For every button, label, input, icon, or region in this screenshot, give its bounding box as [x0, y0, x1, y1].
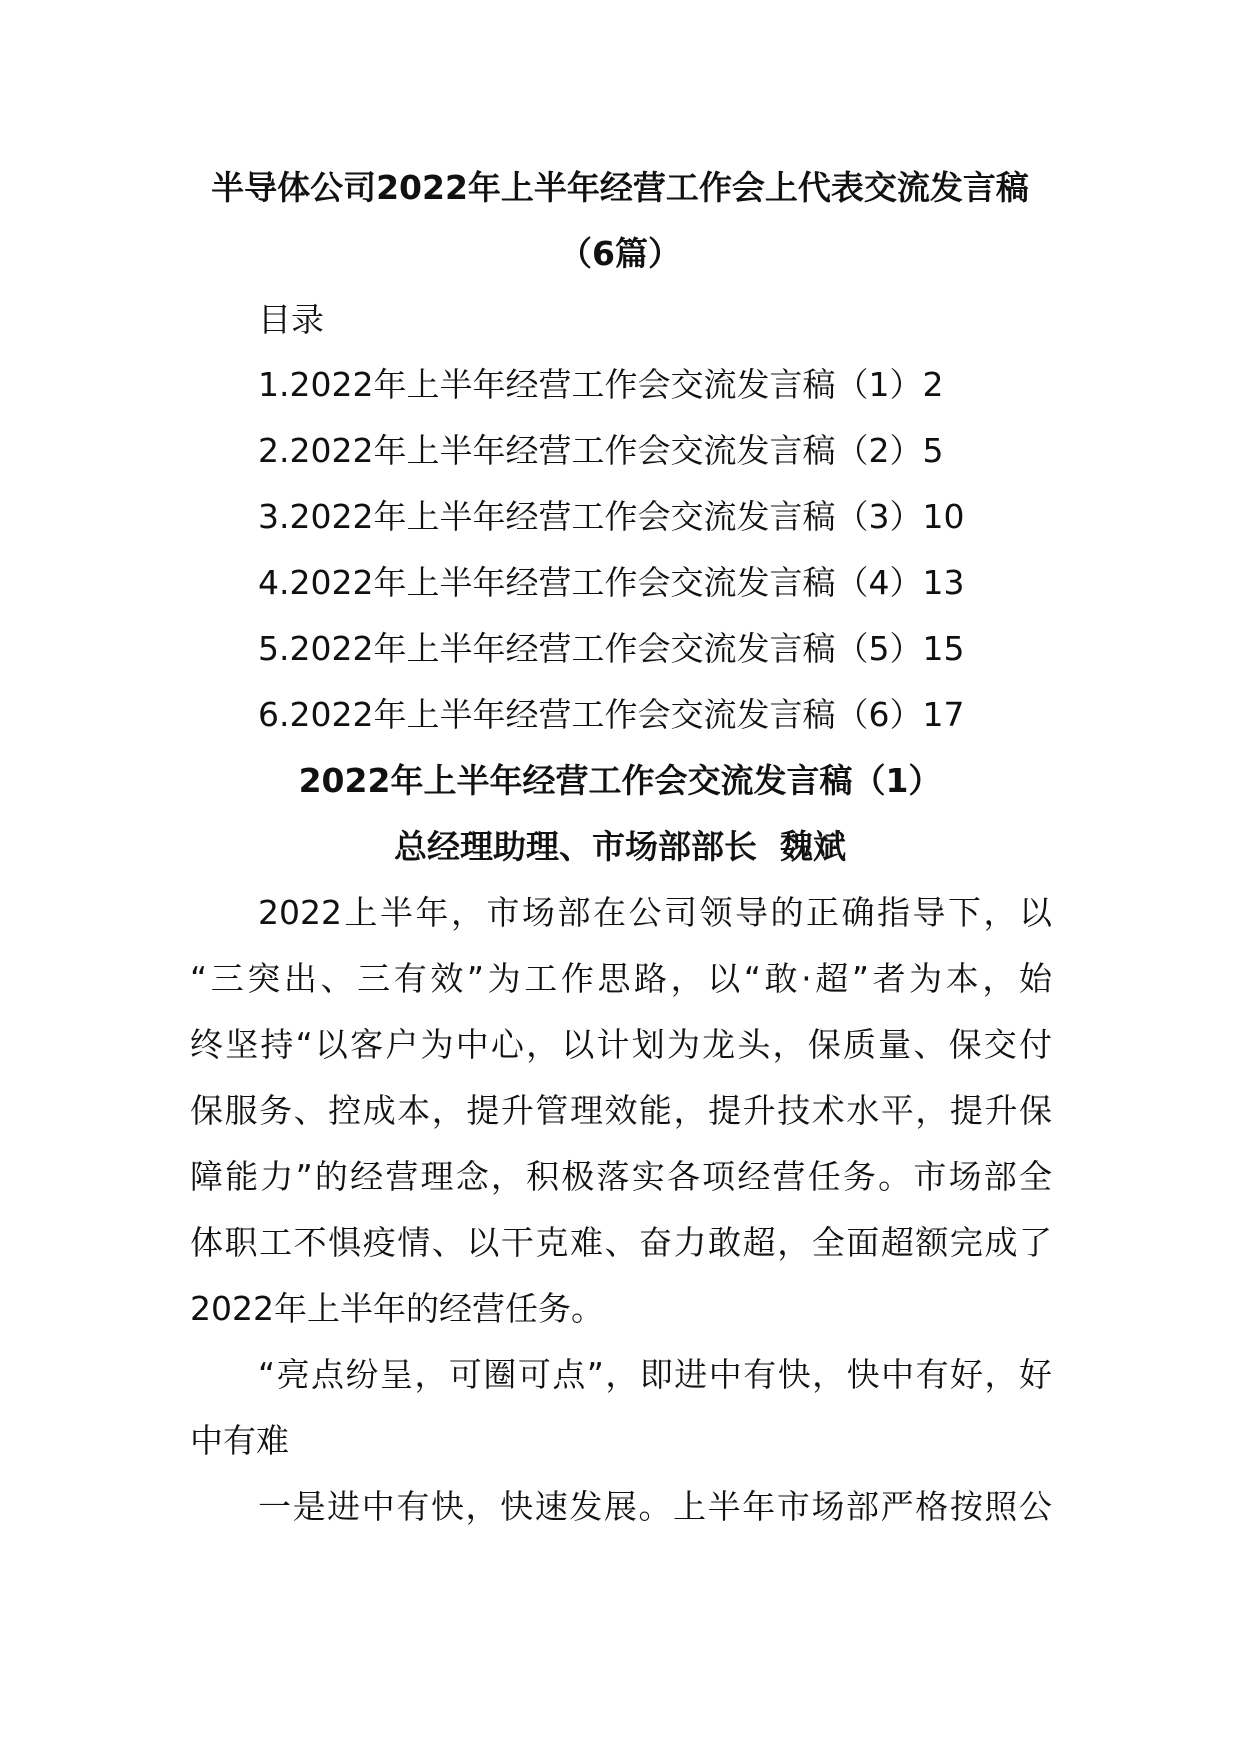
body-line: “三突出、三有效”为工作思路，以“敢·超”者为本，始 [190, 959, 1052, 998]
body-line: 一是进中有快，快速发展。上半年市场部严格按照公 [258, 1487, 1052, 1526]
body-line: 终坚持“以客户为中心，以计划为龙头，保质量、保交付 [190, 1025, 1052, 1064]
body-line: 障能力”的经营理念，积极落实各项经营任务。市场部全 [190, 1157, 1052, 1196]
section-title: 2022年上半年经营工作会交流发言稿（1） [298, 761, 942, 800]
toc-item[interactable]: 4.2022年上半年经营工作会交流发言稿（4）13 [258, 563, 965, 602]
body-line: 中有难 [190, 1421, 289, 1460]
toc-item[interactable]: 6.2022年上半年经营工作会交流发言稿（6）17 [258, 695, 965, 734]
toc-label: 目录 [258, 300, 324, 339]
body-line: 2022年上半年的经营任务。 [190, 1289, 604, 1328]
document-title-count: （6篇） [559, 234, 681, 273]
toc-item[interactable]: 3.2022年上半年经营工作会交流发言稿（3）10 [258, 497, 965, 536]
toc-item[interactable]: 5.2022年上半年经营工作会交流发言稿（5）15 [258, 629, 965, 668]
speaker-line: 总经理助理、市场部部长 魏斌 [394, 827, 846, 866]
document-title: 半导体公司2022年上半年经营工作会上代表交流发言稿 [211, 168, 1029, 207]
body-line: 体职工不惧疫情、以干克难、奋力敢超，全面超额完成了 [190, 1223, 1052, 1262]
toc-item[interactable]: 2.2022年上半年经营工作会交流发言稿（2）5 [258, 431, 944, 470]
toc-item[interactable]: 1.2022年上半年经营工作会交流发言稿（1）2 [258, 365, 944, 404]
body-line: 保服务、控成本，提升管理效能，提升技术水平，提升保 [190, 1091, 1052, 1130]
body-line: “亮点纷呈，可圈可点”，即进中有快，快中有好，好 [258, 1355, 1052, 1394]
body-line: 2022上半年，市场部在公司领导的正确指导下，以 [258, 893, 1052, 932]
